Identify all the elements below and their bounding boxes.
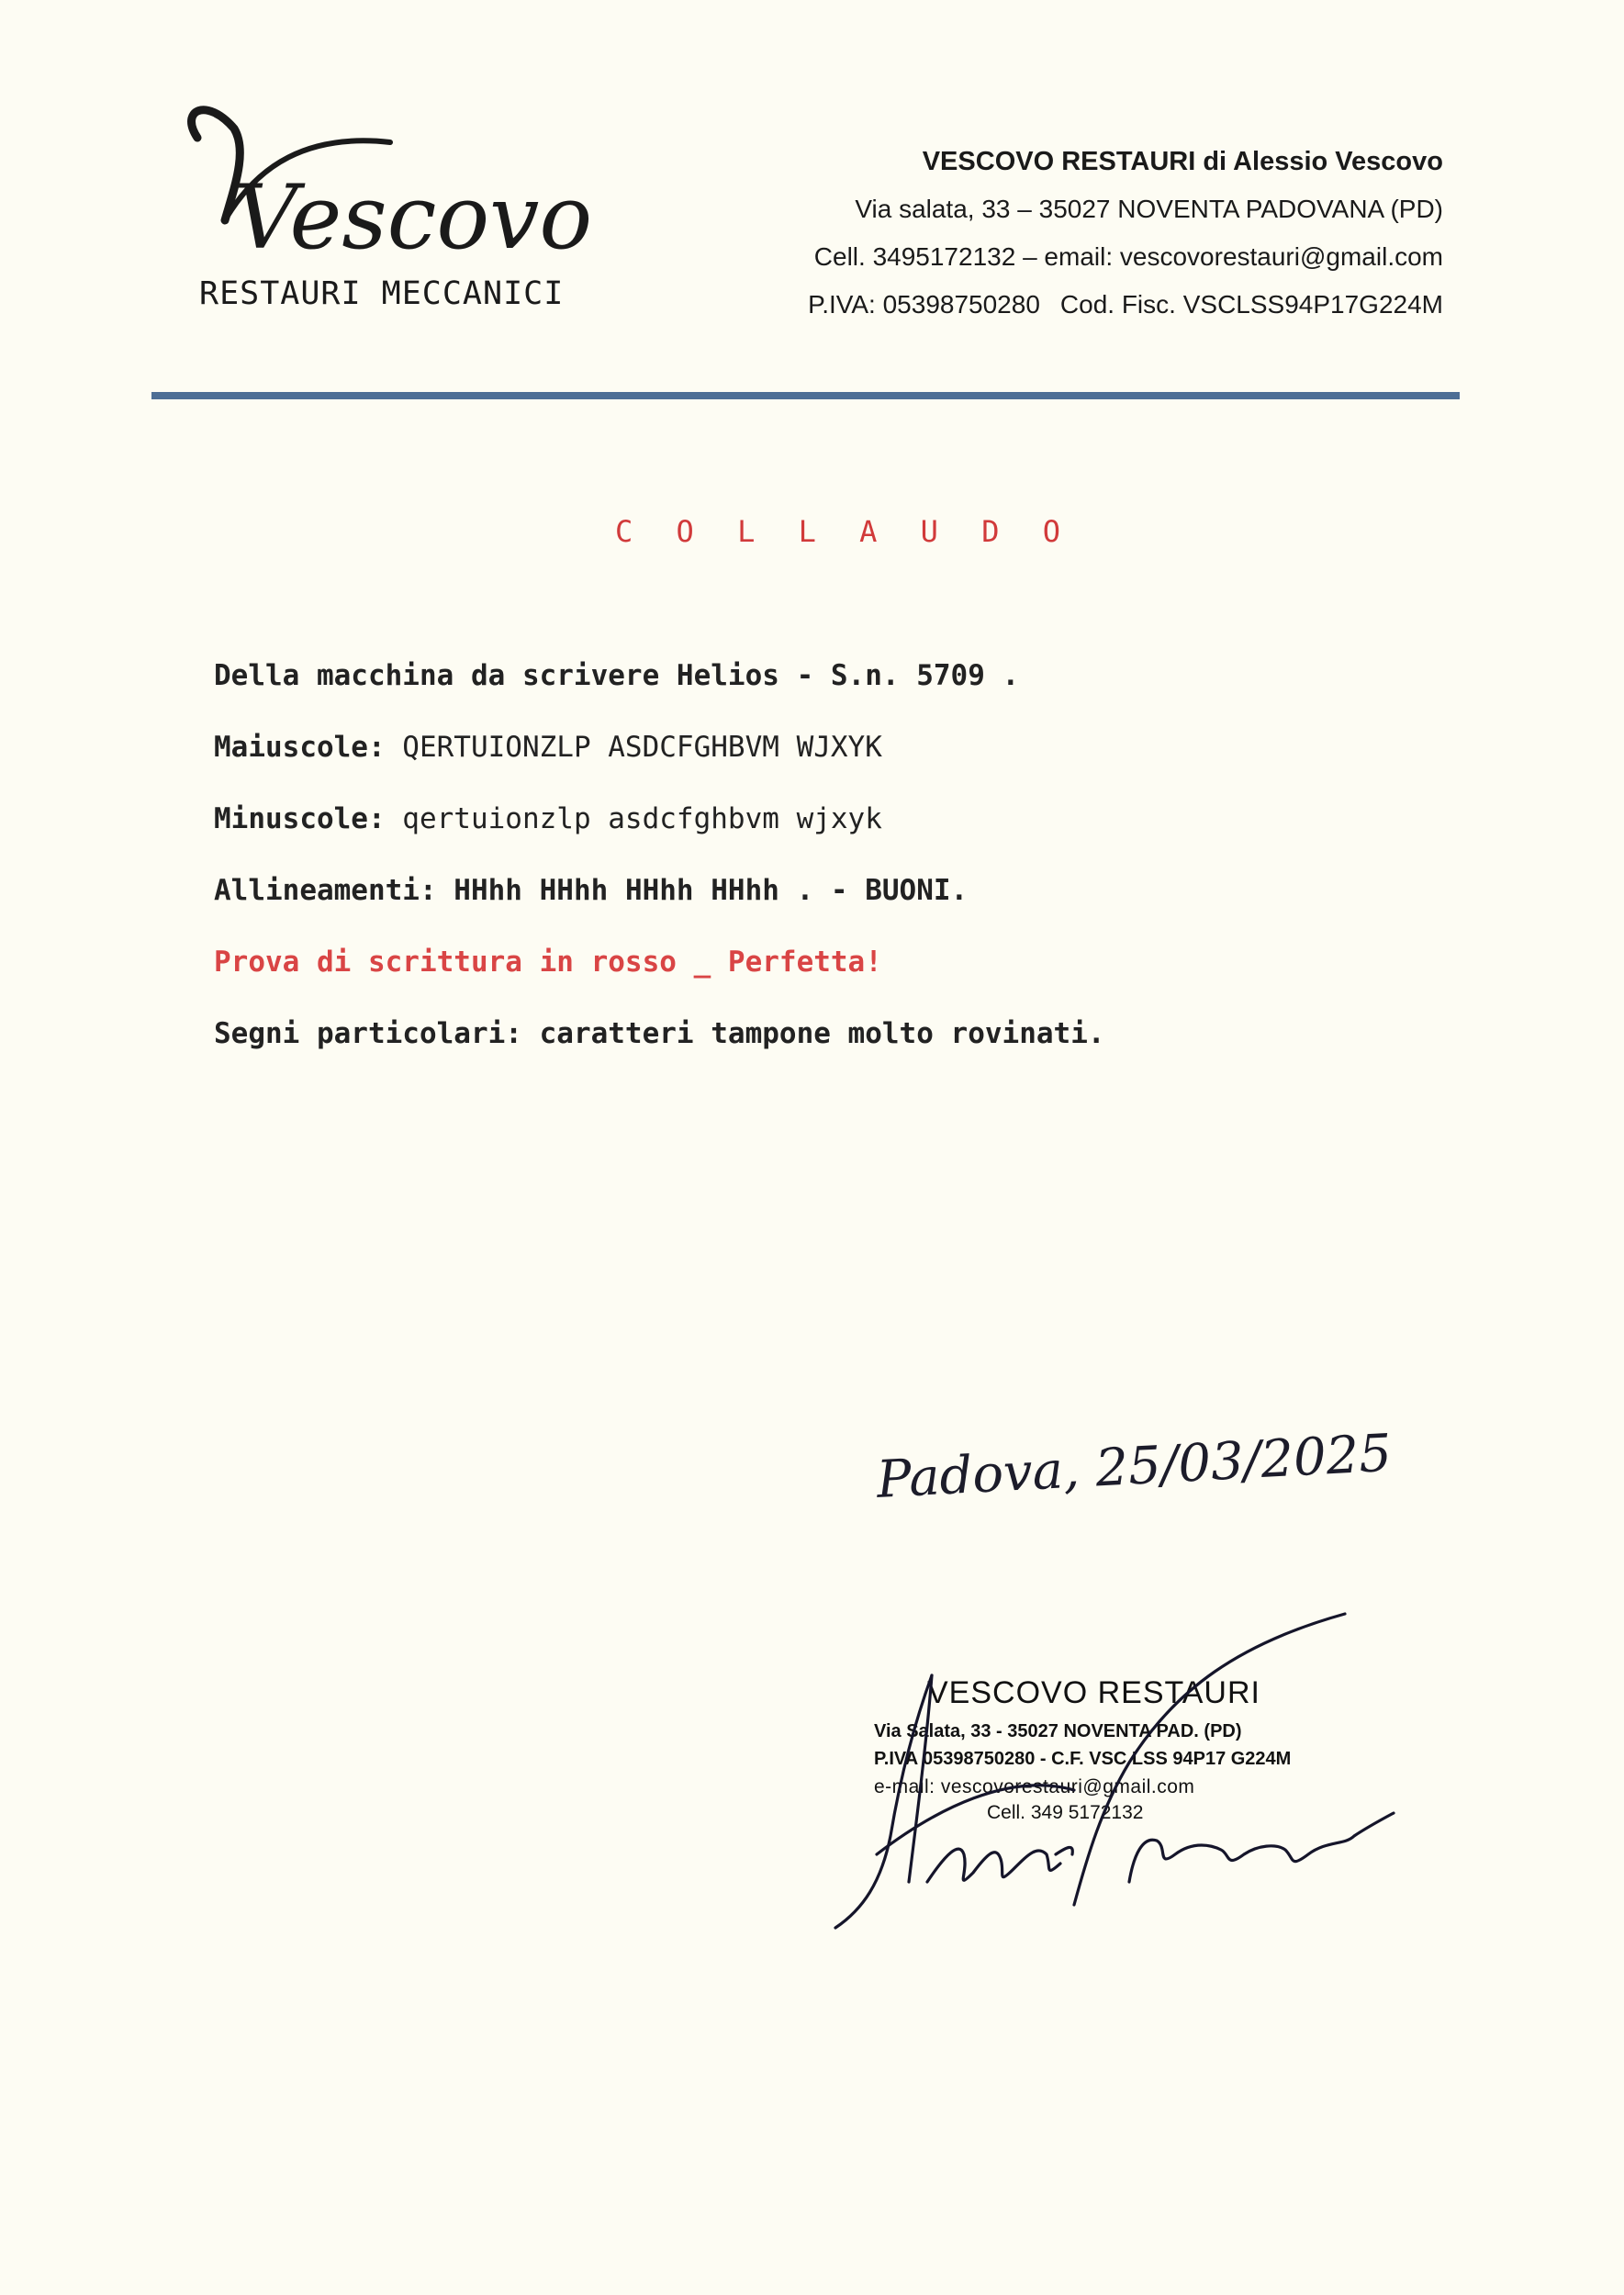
logo-wordmark-icon: [170, 101, 620, 285]
signature-icon: [826, 1579, 1414, 1946]
place-date: Padova, 25/03/2025: [875, 1423, 1394, 1510]
logo-subtitle: RESTAURI MECCANICI: [199, 275, 565, 312]
line-notes-label: Segni particolari:: [214, 1017, 522, 1050]
company-details: [808, 138, 1443, 329]
company-logo: [170, 101, 620, 321]
line-lowercase-label: Minuscole:: [214, 802, 386, 835]
line-alignment-value: HHhh HHhh HHhh HHhh . - BUONI.: [436, 874, 969, 907]
company-address: Via salata, 33 – 35027 NOVENTA PADOVANA (PD): [855, 195, 1443, 223]
line-red-test: [214, 946, 882, 979]
line-red-test-value: _ Perfetta!: [676, 946, 882, 979]
line-red-test-label: Prova di scrittura in rosso: [214, 946, 677, 979]
line-uppercase: [214, 731, 882, 764]
stamp-address: Via Salata, 33 - 35027 NOVENTA PAD. (PD): [874, 1721, 1242, 1741]
line-machine: [214, 659, 1019, 692]
line-uppercase-value: QERTUIONZLP ASDCFGHBVM WJXYK: [385, 731, 882, 764]
logo-text: Vescovo: [234, 166, 593, 269]
document-title: C O L L A U D O: [615, 514, 1073, 549]
line-lowercase: [214, 802, 882, 835]
line-alignment-label: Allineamenti:: [214, 874, 437, 907]
line-lowercase-value: qertuionzlp asdcfghbvm wjxyk: [385, 802, 882, 835]
header-divider: [151, 392, 1460, 399]
line-machine-label: Della macchina da scrivere Helios: [214, 659, 779, 692]
line-notes-value: caratteri tampone molto rovinati.: [521, 1017, 1105, 1050]
company-tax-code: Cod. Fisc. VSCLSS94P17G224M: [1059, 290, 1443, 319]
line-alignment: [214, 874, 968, 907]
stamp-email: e-mail: vescovorestauri@gmail.com: [874, 1776, 1195, 1797]
line-machine-value: - S.n. 5709 .: [778, 659, 1020, 692]
company-fiscal: [808, 281, 1443, 329]
stamp-fiscal: P.IVA 05398750280 - C.F. VSC LSS 94P17 G224M: [874, 1749, 1292, 1769]
line-notes: [214, 1017, 1105, 1050]
stamp-name: VESCOVO RESTAURI: [927, 1675, 1260, 1710]
company-vat: P.IVA: 05398750280: [808, 290, 1040, 319]
stamp-phone: Cell. 349 5172132: [987, 1802, 1144, 1823]
company-contact: Cell. 3495172132 – email: vescovorestauri@gmail.com: [813, 242, 1443, 271]
line-uppercase-label: Maiuscole:: [214, 731, 386, 764]
company-name: VESCOVO RESTAURI di Alessio Vescovo: [922, 147, 1443, 176]
